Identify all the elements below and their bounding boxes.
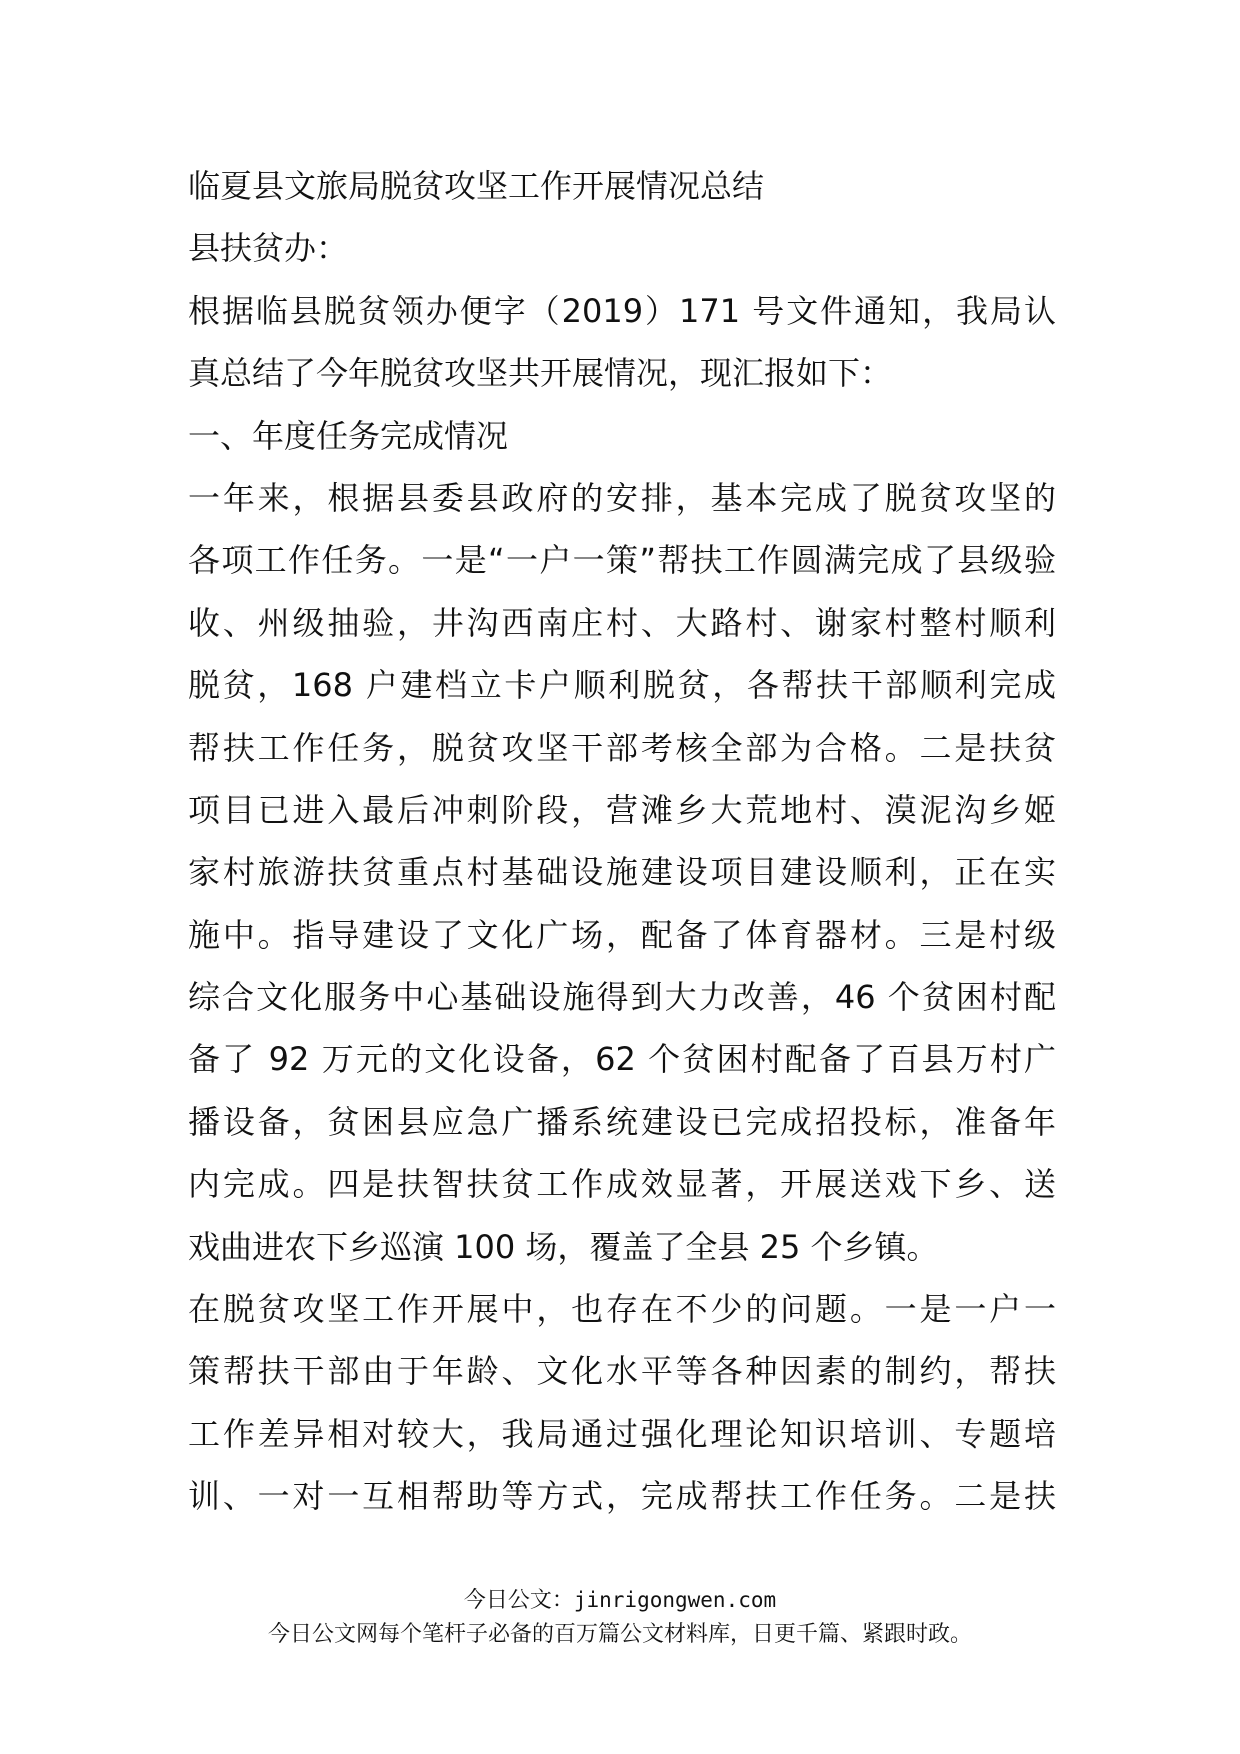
- paragraph-line: 根据临县脱贫领办便字（2019）171 号文件通知，我局认: [188, 291, 1056, 330]
- document-body: [188, 155, 1056, 1528]
- footer-site-line: [0, 1585, 1240, 1616]
- paragraph-line: 备了 92 万元的文化设备，62 个贫困村配备了百县万村广: [188, 1040, 1056, 1079]
- paragraph-line: 脱贫，168 户建档立卡户顺利脱贫，各帮扶干部顺利完成: [188, 666, 1056, 705]
- paragraph-line: 戏曲进农下乡巡演 100 场，覆盖了全县 25 个乡镇。: [188, 1227, 939, 1266]
- footer-slogan: 今日公文网每个笔杆子必备的百万篇公文材料库，日更千篇、紧跟时政。: [267, 1622, 972, 1647]
- paragraph-line: 项目已进入最后冲刺阶段，营滩乡大荒地村、漠泥沟乡姬: [188, 790, 1056, 829]
- paragraph-line: 收、州级抽验，井沟西南庄村、大路村、谢家村整村顺利: [188, 603, 1056, 642]
- paragraph-line: 各项工作任务。一是“一户一策”帮扶工作圆满完成了县级验: [188, 541, 1056, 580]
- salutation: 县扶贫办：: [188, 229, 349, 268]
- paragraph-line: 内完成。四是扶智扶贫工作成效显著，开展送戏下乡、送: [188, 1165, 1056, 1204]
- paragraph-line: 家村旅游扶贫重点村基础设施建设项目建设顺利，正在实: [188, 853, 1056, 892]
- paragraph-line: 帮扶工作任务，脱贫攻坚干部考核全部为合格。二是扶贫: [188, 728, 1056, 767]
- paragraph-line: 工作差异相对较大，我局通过强化理论知识培训、专题培: [188, 1414, 1056, 1453]
- section-heading: 一、年度任务完成情况: [188, 416, 509, 455]
- paragraph-line: 一年来，根据县委县政府的安排，基本完成了脱贫攻坚的: [188, 478, 1056, 517]
- paragraph-line: 播设备，贫困县应急广播系统建设已完成招投标，准备年: [188, 1102, 1056, 1141]
- document-title: 临夏县文旅局脱贫攻坚工作开展情况总结: [188, 167, 765, 205]
- paragraph-line: 训、一对一互相帮助等方式，完成帮扶工作任务。二是扶: [188, 1477, 1056, 1516]
- paragraph-line: 真总结了今年脱贫攻坚共开展情况，现汇报如下：: [188, 354, 893, 393]
- footer-site-link[interactable]: jinrigongwen.com: [573, 1588, 777, 1612]
- paragraph-line: 在脱贫攻坚工作开展中，也存在不少的问题。一是一户一: [188, 1290, 1056, 1329]
- paragraph-line: 策帮扶干部由于年龄、文化水平等各种因素的制约，帮扶: [188, 1352, 1056, 1391]
- paragraph-line: 施中。指导建设了文化广场，配备了体育器材。三是村级: [188, 915, 1056, 954]
- paragraph-line: 综合文化服务中心基础设施得到大力改善，46 个贫困村配: [188, 978, 1056, 1017]
- footer-site-prefix: 今日公文：: [463, 1588, 574, 1613]
